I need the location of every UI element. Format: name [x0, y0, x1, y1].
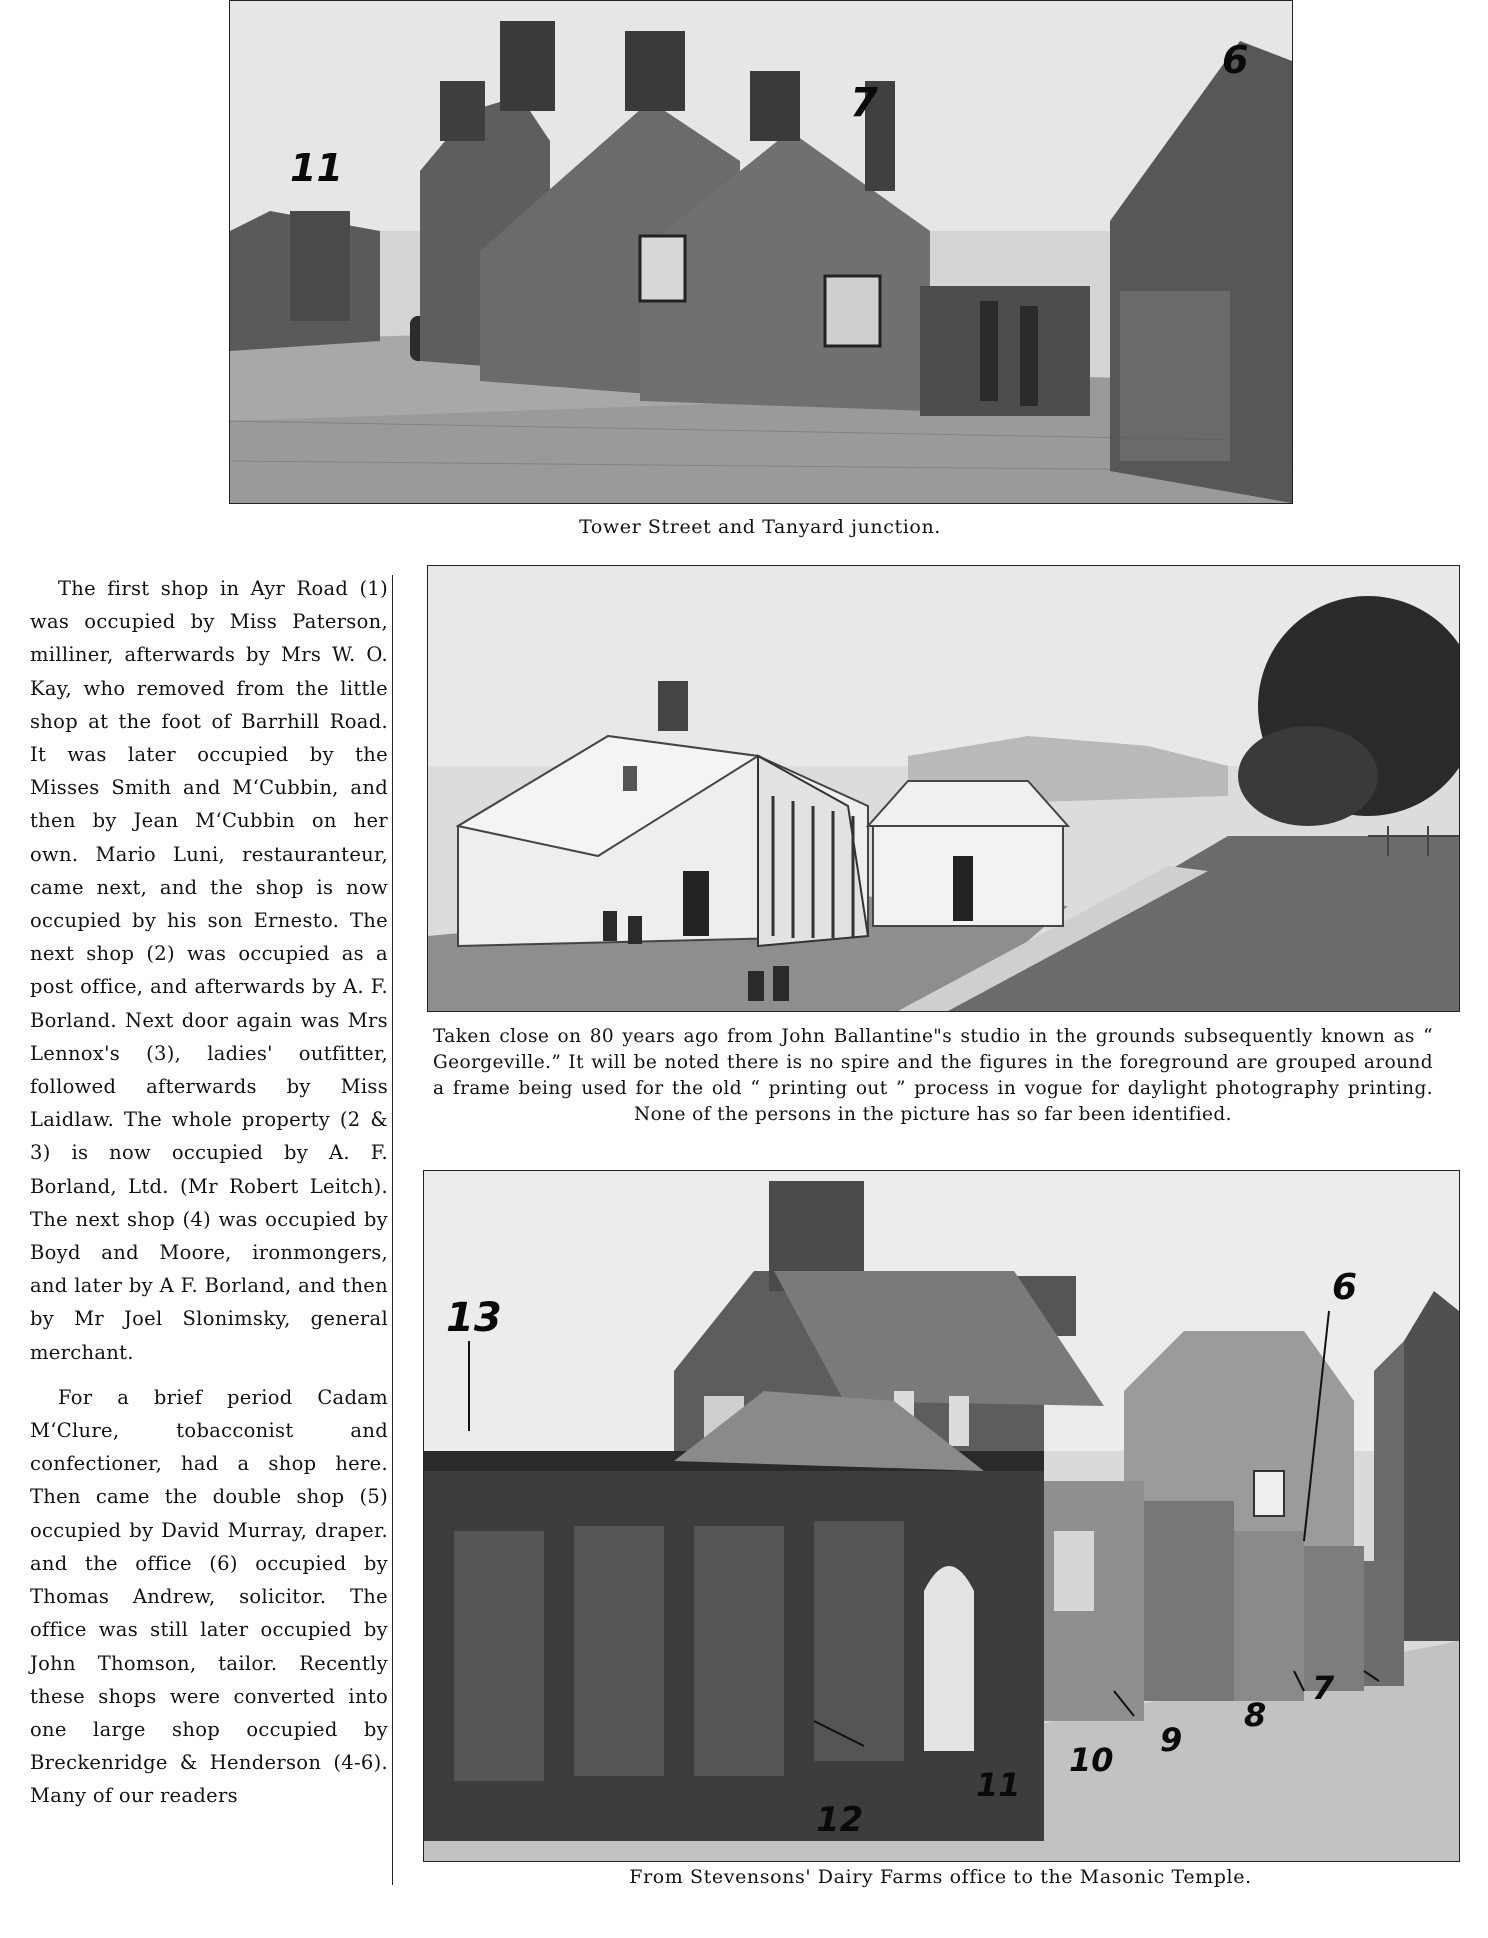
tower-street-image	[230, 1, 1292, 503]
article-paragraph-2: For a brief period Cadam M‘Clure, tobacconist and confectioner, had a shop here. Then came the double shop (5) occupied by David Murray, draper. and the office (6) occupied by Thomas Andrew, solicitor. The office was still later occupied by John Thomson, tailor. Recently these shops were converted into one large shop occupied by Breckenridge & Henderson (4-6). Many of our readers	[30, 1385, 388, 1808]
arched-door	[924, 1566, 974, 1751]
annot-6: 6	[1222, 38, 1249, 82]
caption-stevensons-dairy: From Stevensons' Dairy Farms office to the Masonic Temple.	[629, 1866, 1252, 1888]
article-column	[30, 572, 388, 1813]
caption-tower-street: Tower Street and Tanyard junction.	[579, 516, 941, 538]
photo-stevensons-dairy	[423, 1170, 1460, 1862]
column-divider	[392, 575, 393, 1885]
annot-12: 12	[816, 1800, 864, 1840]
annot-8: 8	[1244, 1696, 1267, 1734]
annot-10: 10	[1069, 1741, 1114, 1779]
annot-11: 11	[290, 146, 343, 190]
annot-7: 7	[1312, 1669, 1335, 1707]
photo-tower-street	[229, 0, 1293, 504]
article-paragraph-1: The first shop in Ayr Road (1) was occupied by Miss Paterson, milliner, afterwards by Mrs W. O. Kay, who removed from the little shop at the foot of Barrhill Road. It was later occupied by the Misses Smith and M‘Cubbin, and then by Jean M‘Cubbin on her own. Mario Luni, restauranteur, came next, and the shop is now occupied by his son Ernesto. The next shop (2) was occupied as a post office, and afterwards by A. F. Borland. Next door again was Mrs Lennox's (3), ladies' outfitter, followed afterwards by Miss Laidlaw. The whole property (2 & 3) is now occupied by A. F. Borland, Ltd. (Mr Robert Leitch). The next shop (4) was occupied by Boyd and Moore, ironmongers, and later by A F. Borland, and then by Mr Joel Slonimsky, general merchant.	[30, 577, 388, 1364]
annot-7: 7	[850, 80, 878, 126]
annot-9: 9	[1160, 1721, 1183, 1759]
annot-6: 6	[1332, 1267, 1358, 1308]
georgeville-image	[428, 566, 1459, 1011]
annot-11: 11	[976, 1766, 1021, 1804]
photo-georgeville	[427, 565, 1460, 1012]
stevensons-dairy-image	[424, 1171, 1459, 1861]
caption-georgeville: Taken close on 80 years ago from John Ballantine"s studio in the grounds subsequently known as “ Georgeville.” It will be noted there is no spire and the figures in the foreground are grouped around a frame being used for the old “ printing out ” process in vogue for daylight photography printing. None of the persons in the picture has so far been identified.	[433, 1026, 1433, 1125]
annot-13: 13	[446, 1295, 502, 1341]
